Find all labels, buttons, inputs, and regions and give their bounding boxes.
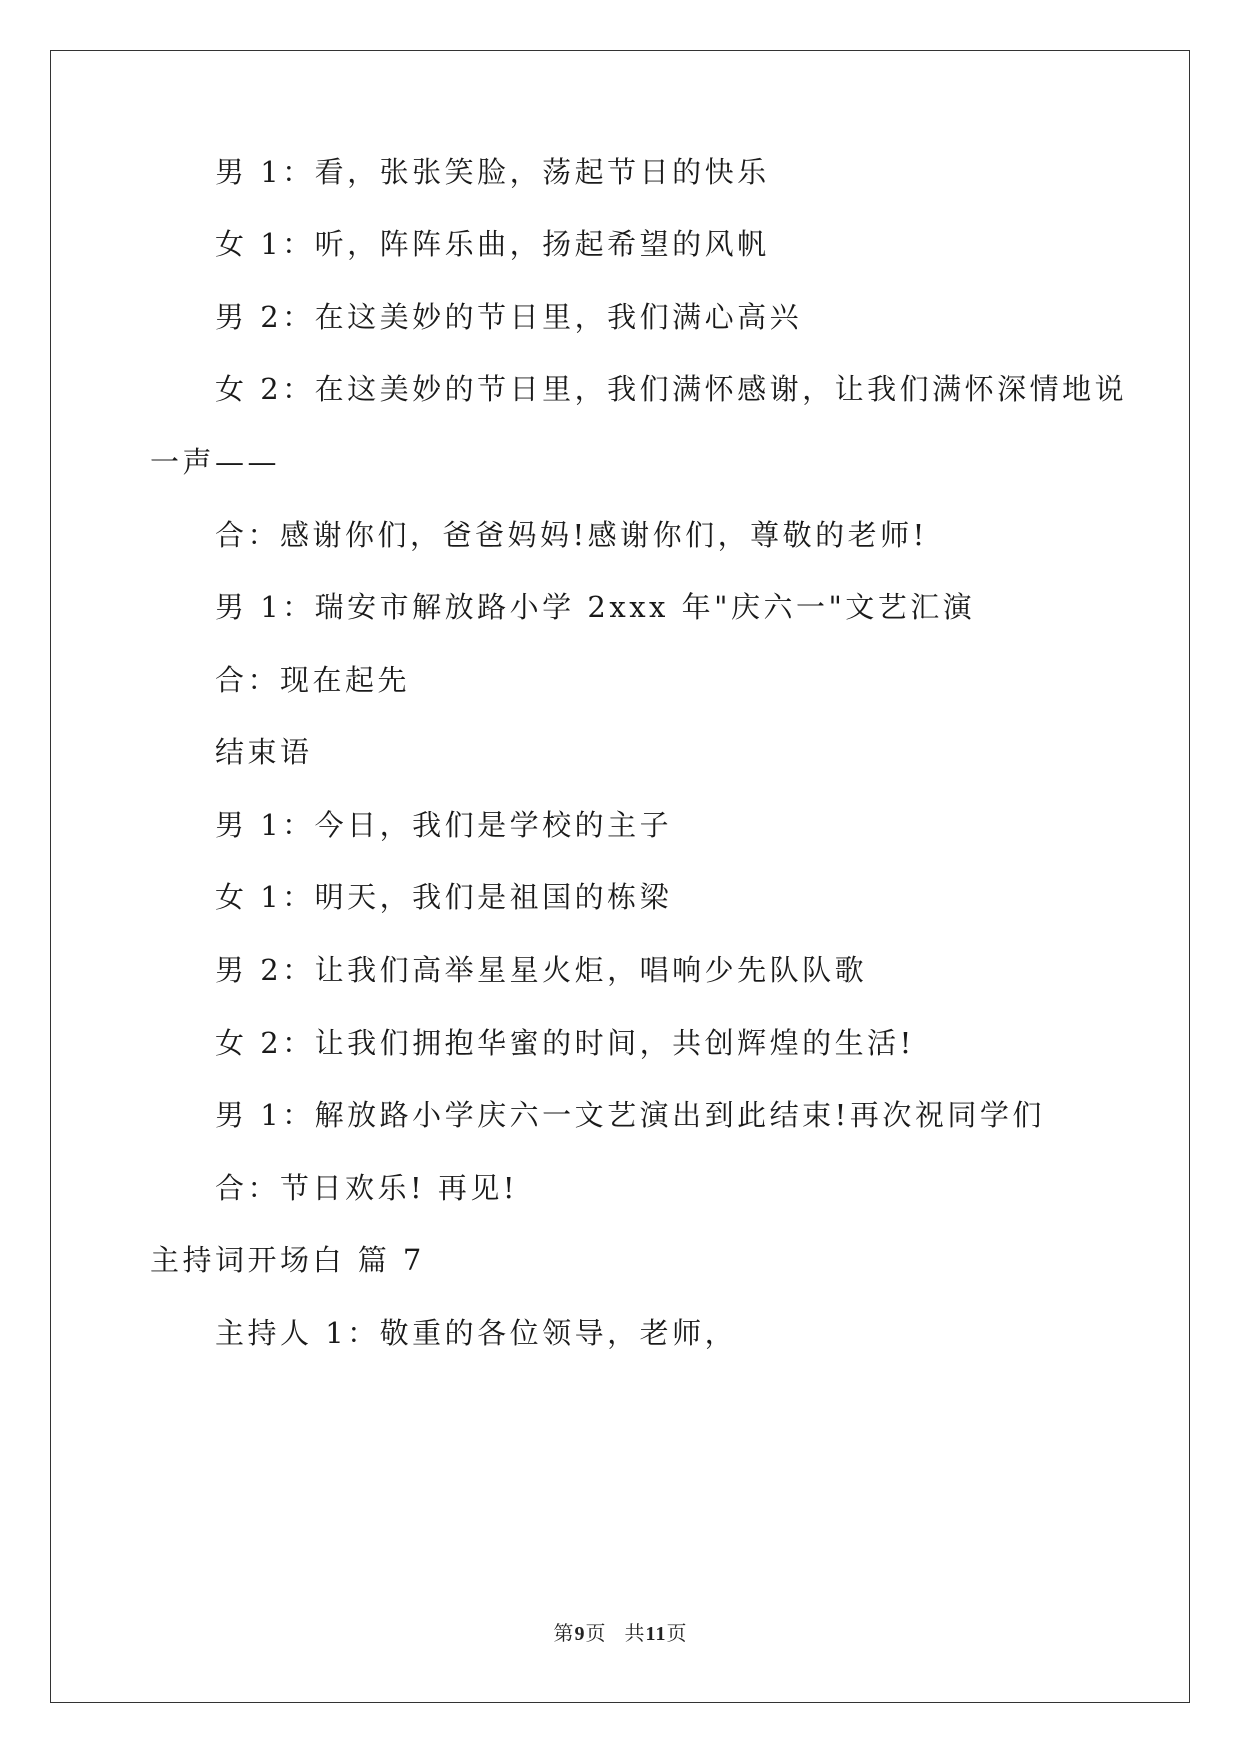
footer-total-suffix: 页	[666, 1621, 688, 1645]
dialogue-line: 男 1：瑞安市解放路小学 2xxx 年"庆六一"文艺汇演	[215, 590, 976, 624]
dialogue-line: 主持人 1：敬重的各位领导，老师，	[215, 1316, 738, 1350]
dialogue-line: 女 2：让我们拥抱华蜜的时间，共创辉煌的生活!	[215, 1026, 915, 1060]
total-pages: 11	[645, 1623, 667, 1645]
dialogue-line-continuation: 一声——	[150, 445, 281, 479]
footer-total-prefix: 共	[624, 1621, 646, 1645]
page-footer	[0, 1617, 1241, 1646]
page-border	[50, 50, 1190, 1703]
dialogue-line: 女 1：明天，我们是祖国的栋梁	[215, 880, 673, 914]
dialogue-line: 男 2：让我们高举星星火炬，唱响少先队队歌	[215, 953, 868, 987]
dialogue-line: 合：现在起先	[215, 663, 411, 697]
footer-prefix: 第	[553, 1621, 575, 1645]
page-number: 9	[574, 1623, 586, 1645]
dialogue-line: 女 1：听，阵阵乐曲，扬起希望的风帆	[215, 227, 770, 261]
dialogue-line: 男 1：今日，我们是学校的主子	[215, 808, 673, 842]
dialogue-line: 男 1：解放路小学庆六一文艺演出到此结束!再次祝同学们	[215, 1098, 1045, 1132]
dialogue-line: 男 2：在这美妙的节日里，我们满心高兴	[215, 300, 803, 334]
dialogue-line: 男 1：看，张张笑脸，荡起节日的快乐	[215, 155, 770, 189]
section-heading: 结束语	[215, 735, 313, 769]
dialogue-line: 合：节日欢乐! 再见!	[215, 1171, 519, 1205]
footer-page-suffix: 页	[585, 1621, 607, 1645]
dialogue-line: 合：感谢你们，爸爸妈妈!感谢你们，尊敬的老师!	[215, 518, 928, 552]
dialogue-line: 女 2：在这美妙的节日里，我们满怀感谢，让我们满怀深情地说	[215, 372, 1128, 406]
article-title: 主持词开场白 篇 7	[150, 1243, 425, 1277]
